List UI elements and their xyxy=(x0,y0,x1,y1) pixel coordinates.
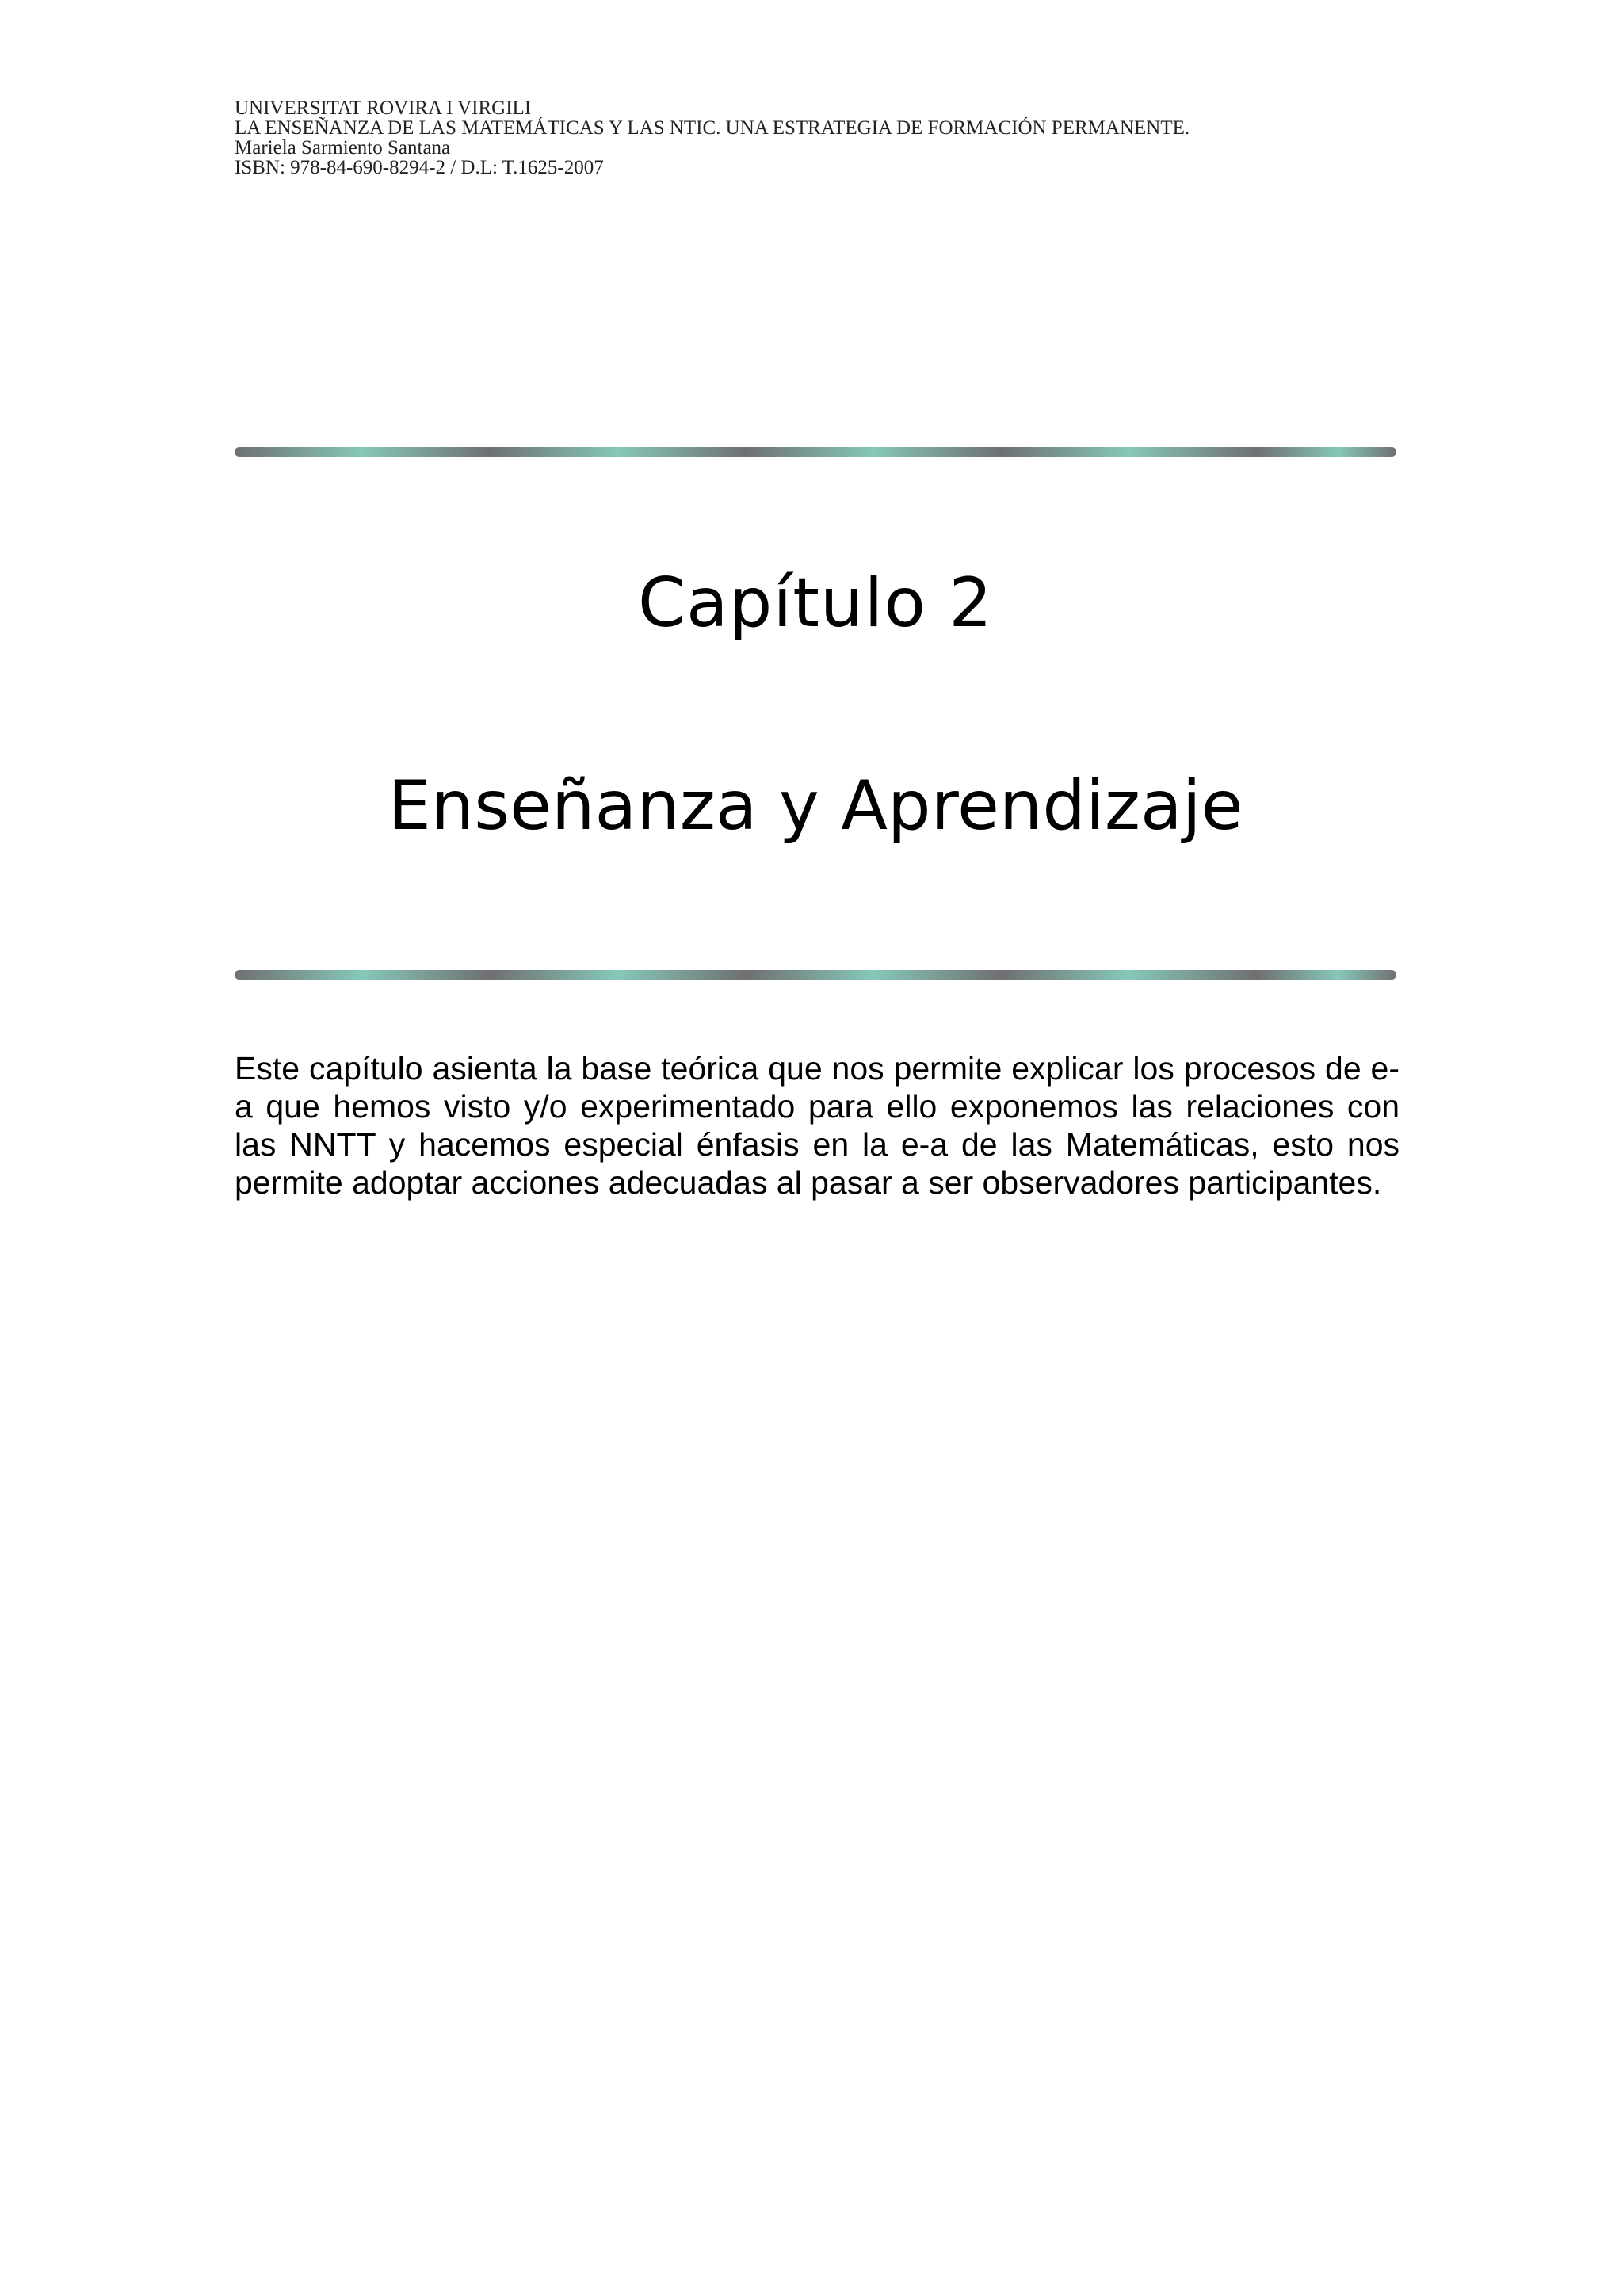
header-isbn: ISBN: 978-84-690-8294-2 / D.L: T.1625-2007 xyxy=(235,157,604,178)
chapter-number: Capítulo 2 xyxy=(637,563,994,643)
decorative-rule-top xyxy=(235,447,1396,457)
running-header xyxy=(235,98,1423,178)
header-university: UNIVERSITAT ROVIRA I VIRGILI xyxy=(235,97,532,119)
chapter-title: Enseñanza y Aprendizaje xyxy=(388,766,1243,846)
decorative-rule-bottom xyxy=(235,970,1396,980)
header-book-title: LA ENSEÑANZA DE LAS MATEMÁTICAS Y LAS NTIC. UNA ESTRATEGIA DE FORMACIÓN PERMANENTE. xyxy=(235,117,1190,139)
header-author: Mariela Sarmiento Santana xyxy=(235,137,451,159)
chapter-abstract: Este capítulo asienta la base teórica que nos permite explicar los procesos de e-a que hemos visto y/o experimentado para ello exponemos las relaciones con las NNTT y hacemos especial énfasis en la e-a de las Matemáticas, esto nos permite adoptar acciones adecuadas al pasar a ser observadores participantes. xyxy=(235,1050,1400,1201)
